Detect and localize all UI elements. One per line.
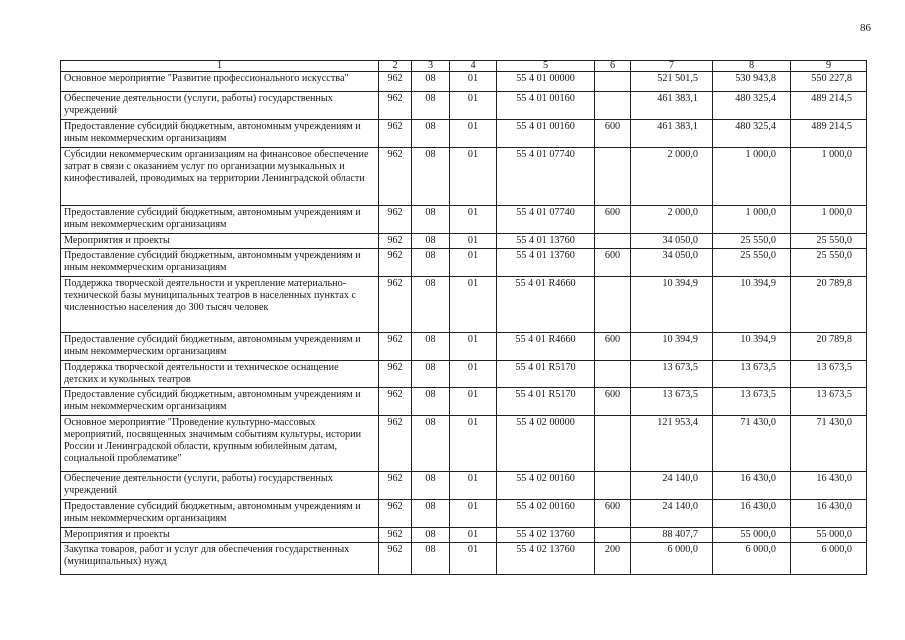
section-code-cell: 08 bbox=[412, 120, 450, 148]
expense-type-cell bbox=[595, 234, 631, 249]
subsection-code-cell: 01 bbox=[450, 416, 497, 472]
expense-type-cell: 200 bbox=[595, 543, 631, 575]
amount-year2-cell: 1 000,0 bbox=[713, 206, 791, 234]
subsection-code-cell: 01 bbox=[450, 472, 497, 500]
amount-year2-cell: 25 550,0 bbox=[713, 234, 791, 249]
amount-year2-cell: 530 943,8 bbox=[713, 72, 791, 92]
subsection-code-cell: 01 bbox=[450, 277, 497, 333]
amount-year1-cell: 34 050,0 bbox=[631, 234, 713, 249]
column-header: 1 bbox=[61, 61, 379, 72]
table-row bbox=[61, 361, 867, 388]
amount-year3-cell: 25 550,0 bbox=[791, 249, 867, 277]
section-code-cell: 08 bbox=[412, 206, 450, 234]
row-name-cell: Поддержка творческой деятельности и техническое оснащение детских и кукольных театров bbox=[61, 361, 379, 388]
amount-year3-cell: 13 673,5 bbox=[791, 388, 867, 416]
target-article-cell: 55 4 01 07740 bbox=[497, 206, 595, 234]
row-name-cell: Субсидии некоммерческим организациям на финансовое обеспечение затрат в связи с оказанием услуг по организации музыкальных и кинофестивалей, проводимых на территории Ленинградской области bbox=[61, 148, 379, 206]
amount-year3-cell: 25 550,0 bbox=[791, 234, 867, 249]
page-number: 86 bbox=[860, 22, 871, 34]
expense-type-cell bbox=[595, 277, 631, 333]
section-code-cell: 08 bbox=[412, 388, 450, 416]
column-header: 2 bbox=[379, 61, 412, 72]
target-article-cell: 55 4 01 R5170 bbox=[497, 361, 595, 388]
target-article-cell: 55 4 02 00160 bbox=[497, 472, 595, 500]
table-row bbox=[61, 72, 867, 92]
gr-code-cell: 962 bbox=[379, 148, 412, 206]
expense-type-cell: 600 bbox=[595, 206, 631, 234]
gr-code-cell: 962 bbox=[379, 249, 412, 277]
target-article-cell: 55 4 01 R4660 bbox=[497, 333, 595, 361]
target-article-cell: 55 4 01 00000 bbox=[497, 72, 595, 92]
amount-year3-cell: 55 000,0 bbox=[791, 528, 867, 543]
section-code-cell: 08 bbox=[412, 72, 450, 92]
amount-year2-cell: 10 394,9 bbox=[713, 277, 791, 333]
amount-year3-cell: 20 789,8 bbox=[791, 277, 867, 333]
expense-type-cell bbox=[595, 361, 631, 388]
amount-year1-cell: 2 000,0 bbox=[631, 148, 713, 206]
row-name-cell: Предоставление субсидий бюджетным, автономным учреждениям и иным некоммерческим организациям bbox=[61, 388, 379, 416]
column-header: 3 bbox=[412, 61, 450, 72]
amount-year3-cell: 20 789,8 bbox=[791, 333, 867, 361]
subsection-code-cell: 01 bbox=[450, 249, 497, 277]
amount-year2-cell: 25 550,0 bbox=[713, 249, 791, 277]
subsection-code-cell: 01 bbox=[450, 333, 497, 361]
section-code-cell: 08 bbox=[412, 333, 450, 361]
target-article-cell: 55 4 01 13760 bbox=[497, 249, 595, 277]
amount-year2-cell: 16 430,0 bbox=[713, 472, 791, 500]
amount-year3-cell: 550 227,8 bbox=[791, 72, 867, 92]
row-name-cell: Поддержка творческой деятельности и укрепление материально-технической базы муниципальных театров в населенных пунктах с численностью населения до 300 тысяч человек bbox=[61, 277, 379, 333]
header-row bbox=[61, 61, 867, 72]
row-name-cell: Обеспечение деятельности (услуги, работы) государственных учреждений bbox=[61, 92, 379, 120]
section-code-cell: 08 bbox=[412, 92, 450, 120]
row-name-cell: Предоставление субсидий бюджетным, автономным учреждениям и иным некоммерческим организациям bbox=[61, 120, 379, 148]
row-name-cell: Предоставление субсидий бюджетным, автономным учреждениям и иным некоммерческим организациям bbox=[61, 249, 379, 277]
expense-type-cell bbox=[595, 72, 631, 92]
column-header: 9 bbox=[791, 61, 867, 72]
section-code-cell: 08 bbox=[412, 249, 450, 277]
target-article-cell: 55 4 01 07740 bbox=[497, 148, 595, 206]
table-row bbox=[61, 333, 867, 361]
gr-code-cell: 962 bbox=[379, 206, 412, 234]
target-article-cell: 55 4 01 00160 bbox=[497, 120, 595, 148]
expense-type-cell bbox=[595, 472, 631, 500]
table-row bbox=[61, 277, 867, 333]
subsection-code-cell: 01 bbox=[450, 72, 497, 92]
gr-code-cell: 962 bbox=[379, 472, 412, 500]
subsection-code-cell: 01 bbox=[450, 92, 497, 120]
amount-year1-cell: 24 140,0 bbox=[631, 500, 713, 528]
gr-code-cell: 962 bbox=[379, 277, 412, 333]
amount-year1-cell: 13 673,5 bbox=[631, 361, 713, 388]
subsection-code-cell: 01 bbox=[450, 361, 497, 388]
subsection-code-cell: 01 bbox=[450, 528, 497, 543]
table-row bbox=[61, 472, 867, 500]
section-code-cell: 08 bbox=[412, 543, 450, 575]
target-article-cell: 55 4 02 00160 bbox=[497, 500, 595, 528]
subsection-code-cell: 01 bbox=[450, 234, 497, 249]
amount-year3-cell: 71 430,0 bbox=[791, 416, 867, 472]
amount-year3-cell: 16 430,0 bbox=[791, 500, 867, 528]
section-code-cell: 08 bbox=[412, 472, 450, 500]
row-name-cell: Предоставление субсидий бюджетным, автономным учреждениям и иным некоммерческим организациям bbox=[61, 500, 379, 528]
gr-code-cell: 962 bbox=[379, 72, 412, 92]
row-name-cell: Мероприятия и проекты bbox=[61, 234, 379, 249]
amount-year2-cell: 1 000,0 bbox=[713, 148, 791, 206]
amount-year3-cell: 6 000,0 bbox=[791, 543, 867, 575]
gr-code-cell: 962 bbox=[379, 528, 412, 543]
table-row bbox=[61, 528, 867, 543]
column-header: 6 bbox=[595, 61, 631, 72]
table-row bbox=[61, 388, 867, 416]
amount-year2-cell: 13 673,5 bbox=[713, 361, 791, 388]
expense-type-cell: 600 bbox=[595, 120, 631, 148]
target-article-cell: 55 4 01 R5170 bbox=[497, 388, 595, 416]
gr-code-cell: 962 bbox=[379, 543, 412, 575]
table-row bbox=[61, 206, 867, 234]
amount-year2-cell: 6 000,0 bbox=[713, 543, 791, 575]
row-name-cell: Основное мероприятие "Развитие профессионального искусства" bbox=[61, 72, 379, 92]
section-code-cell: 08 bbox=[412, 528, 450, 543]
expense-type-cell: 600 bbox=[595, 333, 631, 361]
amount-year1-cell: 461 383,1 bbox=[631, 92, 713, 120]
expense-type-cell bbox=[595, 148, 631, 206]
table-row bbox=[61, 92, 867, 120]
target-article-cell: 55 4 01 13760 bbox=[497, 234, 595, 249]
amount-year1-cell: 34 050,0 bbox=[631, 249, 713, 277]
expense-type-cell: 600 bbox=[595, 249, 631, 277]
section-code-cell: 08 bbox=[412, 416, 450, 472]
section-code-cell: 08 bbox=[412, 500, 450, 528]
row-name-cell: Мероприятия и проекты bbox=[61, 528, 379, 543]
amount-year1-cell: 6 000,0 bbox=[631, 543, 713, 575]
amount-year1-cell: 2 000,0 bbox=[631, 206, 713, 234]
gr-code-cell: 962 bbox=[379, 416, 412, 472]
expense-type-cell: 600 bbox=[595, 388, 631, 416]
amount-year1-cell: 10 394,9 bbox=[631, 333, 713, 361]
amount-year1-cell: 10 394,9 bbox=[631, 277, 713, 333]
gr-code-cell: 962 bbox=[379, 500, 412, 528]
amount-year1-cell: 88 407,7 bbox=[631, 528, 713, 543]
target-article-cell: 55 4 02 00000 bbox=[497, 416, 595, 472]
expense-type-cell bbox=[595, 92, 631, 120]
subsection-code-cell: 01 bbox=[450, 388, 497, 416]
table-row bbox=[61, 543, 867, 575]
amount-year3-cell: 489 214,5 bbox=[791, 92, 867, 120]
gr-code-cell: 962 bbox=[379, 234, 412, 249]
subsection-code-cell: 01 bbox=[450, 148, 497, 206]
target-article-cell: 55 4 01 R4660 bbox=[497, 277, 595, 333]
gr-code-cell: 962 bbox=[379, 120, 412, 148]
column-header: 8 bbox=[713, 61, 791, 72]
amount-year1-cell: 24 140,0 bbox=[631, 472, 713, 500]
amount-year2-cell: 55 000,0 bbox=[713, 528, 791, 543]
table-row bbox=[61, 416, 867, 472]
column-header: 7 bbox=[631, 61, 713, 72]
amount-year1-cell: 461 383,1 bbox=[631, 120, 713, 148]
target-article-cell: 55 4 01 00160 bbox=[497, 92, 595, 120]
amount-year2-cell: 480 325,4 bbox=[713, 92, 791, 120]
table-row bbox=[61, 148, 867, 206]
section-code-cell: 08 bbox=[412, 234, 450, 249]
section-code-cell: 08 bbox=[412, 361, 450, 388]
amount-year3-cell: 489 214,5 bbox=[791, 120, 867, 148]
section-code-cell: 08 bbox=[412, 148, 450, 206]
amount-year2-cell: 16 430,0 bbox=[713, 500, 791, 528]
expense-type-cell bbox=[595, 528, 631, 543]
gr-code-cell: 962 bbox=[379, 388, 412, 416]
amount-year3-cell: 1 000,0 bbox=[791, 206, 867, 234]
table-row bbox=[61, 234, 867, 249]
amount-year2-cell: 10 394,9 bbox=[713, 333, 791, 361]
column-header: 5 bbox=[497, 61, 595, 72]
gr-code-cell: 962 bbox=[379, 361, 412, 388]
target-article-cell: 55 4 02 13760 bbox=[497, 528, 595, 543]
subsection-code-cell: 01 bbox=[450, 120, 497, 148]
amount-year3-cell: 16 430,0 bbox=[791, 472, 867, 500]
column-header: 4 bbox=[450, 61, 497, 72]
row-name-cell: Предоставление субсидий бюджетным, автономным учреждениям и иным некоммерческим организациям bbox=[61, 333, 379, 361]
amount-year3-cell: 1 000,0 bbox=[791, 148, 867, 206]
amount-year1-cell: 13 673,5 bbox=[631, 388, 713, 416]
budget-table bbox=[60, 60, 867, 575]
subsection-code-cell: 01 bbox=[450, 206, 497, 234]
subsection-code-cell: 01 bbox=[450, 543, 497, 575]
amount-year2-cell: 13 673,5 bbox=[713, 388, 791, 416]
row-name-cell: Основное мероприятие "Проведение культурно-массовых мероприятий, посвященных значимым событиям культуры, истории России и Ленинградской области, крупным юбилейным датам, социальной проблематике" bbox=[61, 416, 379, 472]
row-name-cell: Предоставление субсидий бюджетным, автономным учреждениям и иным некоммерческим организациям bbox=[61, 206, 379, 234]
amount-year1-cell: 121 953,4 bbox=[631, 416, 713, 472]
target-article-cell: 55 4 02 13760 bbox=[497, 543, 595, 575]
row-name-cell: Обеспечение деятельности (услуги, работы) государственных учреждений bbox=[61, 472, 379, 500]
section-code-cell: 08 bbox=[412, 277, 450, 333]
row-name-cell: Закупка товаров, работ и услуг для обеспечения государственных (муниципальных) нужд bbox=[61, 543, 379, 575]
amount-year1-cell: 521 501,5 bbox=[631, 72, 713, 92]
gr-code-cell: 962 bbox=[379, 333, 412, 361]
amount-year2-cell: 480 325,4 bbox=[713, 120, 791, 148]
amount-year3-cell: 13 673,5 bbox=[791, 361, 867, 388]
expense-type-cell bbox=[595, 416, 631, 472]
gr-code-cell: 962 bbox=[379, 92, 412, 120]
table-row bbox=[61, 249, 867, 277]
subsection-code-cell: 01 bbox=[450, 500, 497, 528]
table-row bbox=[61, 120, 867, 148]
expense-type-cell: 600 bbox=[595, 500, 631, 528]
amount-year2-cell: 71 430,0 bbox=[713, 416, 791, 472]
table-row bbox=[61, 500, 867, 528]
